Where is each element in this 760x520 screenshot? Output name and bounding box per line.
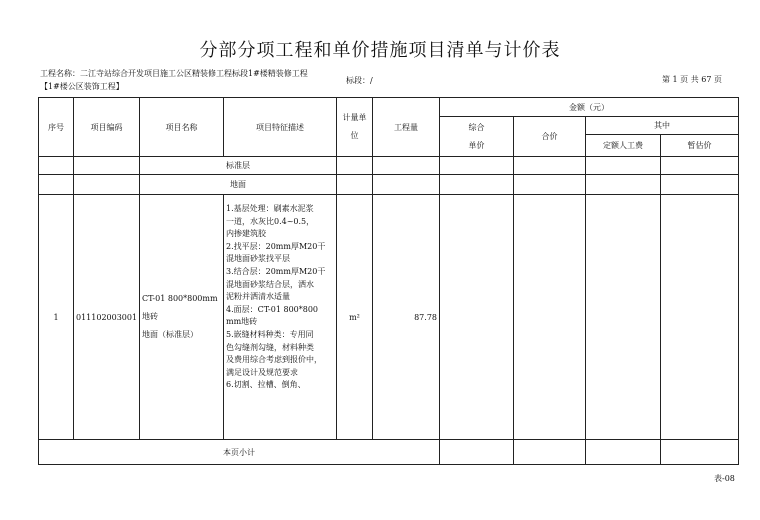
feature-line: mm地砖 — [226, 317, 258, 327]
header-unit-price-line1: 综合 — [468, 122, 485, 132]
project-name-line — [40, 68, 308, 80]
feature-line: 6.切割、拉槽、倒角、 — [226, 380, 306, 390]
feature-line: 混地面砂浆结合层，洒水 — [226, 279, 314, 289]
item-labor — [586, 195, 661, 440]
subtotal-row — [39, 440, 739, 465]
header-unit-line1: 计量单 — [342, 113, 367, 122]
header-features: 项目特征描述 — [224, 98, 337, 157]
header-unit — [337, 98, 373, 157]
header-amount: 金额（元） — [440, 98, 739, 117]
feature-line: 4.面层：CT-01 800*800 — [226, 304, 319, 314]
sub-project: 【1#楼公区装饰工程】 — [40, 82, 124, 91]
table-row — [39, 195, 739, 440]
header-unit-price-line2: 单价 — [468, 140, 485, 150]
feature-line: 5.嵌缝材料种类：专用同 — [226, 329, 314, 339]
header-seq: 序号 — [39, 98, 74, 157]
header-quantity: 工程量 — [373, 98, 440, 157]
feature-line: 一道，水灰比0.4~0.5， — [226, 216, 315, 226]
feature-line: 2.找平层：20mm厚M20干 — [226, 241, 326, 251]
table-number: 表-08 — [714, 474, 735, 483]
project-label: 工程名称： — [40, 69, 80, 78]
group-row — [39, 157, 739, 175]
feature-line: 混地面砂浆找平层 — [226, 254, 290, 264]
header-total: 合价 — [514, 117, 586, 157]
section-label: 标段：/ — [346, 76, 373, 85]
pricing-table — [38, 97, 739, 465]
item-code: 011102003001 — [74, 195, 140, 440]
header-unit-line2: 位 — [350, 131, 359, 140]
header-code: 项目编码 — [74, 98, 140, 157]
header-labor: 定额人工费 — [586, 135, 661, 157]
feature-line: 泥粉并洒清水适量 — [226, 292, 290, 302]
header-provisional: 暂估价 — [661, 135, 739, 157]
item-total — [514, 195, 586, 440]
item-features — [224, 195, 337, 440]
group-row — [39, 175, 739, 195]
item-unit: m² — [337, 195, 373, 440]
item-name — [140, 195, 224, 440]
group-label: 地面 — [140, 175, 337, 195]
feature-line: 满足设计及规范要求 — [226, 367, 298, 377]
header-name: 项目名称 — [140, 98, 224, 157]
item-name-line1: CT-01 800*800mm地砖 — [142, 294, 218, 321]
page-title: 分部分项工程和单价措施项目清单与计价表 — [199, 40, 561, 61]
group-label: 标准层 — [140, 157, 337, 175]
feature-line: 3.结合层：20mm厚M20干 — [226, 266, 326, 276]
feature-line: 及费用综合考虑到报价中， — [226, 355, 322, 365]
feature-line: 1.基层处理：刷素水泥浆 — [226, 204, 314, 213]
header-unit-price — [440, 117, 514, 157]
item-provisional — [661, 195, 739, 440]
item-name-line2: 地面（标准层） — [142, 330, 198, 339]
page-info: 第 1 页 共 67 页 — [662, 75, 722, 84]
feature-line: 色勾缝剂勾缝，材料种类 — [226, 342, 314, 352]
item-seq: 1 — [39, 195, 74, 440]
subtotal-label: 本页小计 — [39, 440, 440, 465]
item-unit-price — [440, 195, 514, 440]
feature-line: 内掺建筑胶 — [226, 229, 266, 239]
item-quantity: 87.78 — [373, 195, 440, 440]
header-of-which: 其中 — [586, 117, 739, 135]
project-name: 二江寺站综合开发项目施工公区精装修工程标段1#楼精装修工程 — [80, 69, 308, 78]
